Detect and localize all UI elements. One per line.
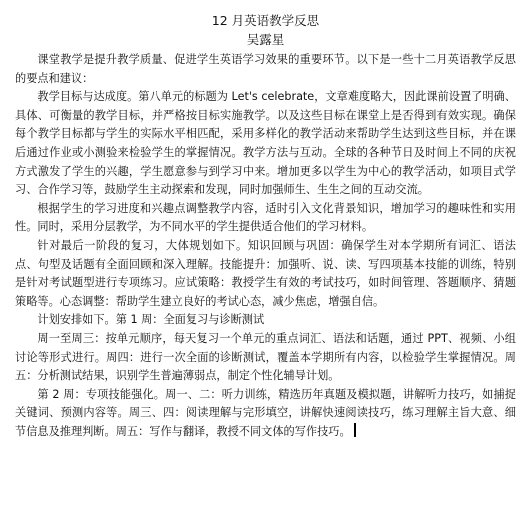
document-author: 吴露星	[246, 32, 285, 47]
paragraph-week2-container	[15, 386, 516, 442]
paragraph-content-adjustment: 根据学生的学习进度和兴趣点调整教学内容，适时引入文化背景知识，增加学习的趣味性和实用性。同时，采用分层教学，为不同水平的学生提供适合他们的学习材料。	[15, 201, 516, 234]
paragraph-week1-heading: 计划安排如下。第 1 周：全面复习与诊断测试	[37, 313, 265, 327]
paragraph-review-plan: 针对最后一阶段的复习，大体规划如下。知识回顾与巩固：确保学生对本学期所有词汇、语法点、句型及话题有全面回顾和深入理解。技能提升：加强听、说、读、写四项基本技能的训练，特别是针对考试题型进行专项练习。应试策略：教授学生有效的考试技巧，如时间管理、答题顺序、猜题策略等。心态调整：帮助学生建立良好的考试心态，减少焦虑，增强自信。	[15, 238, 516, 308]
text-cursor	[354, 423, 356, 437]
document-title: 12 月英语教学反思	[211, 13, 320, 28]
paragraph-week2-schedule: 第 2 周：专项技能强化。周一、二：听力训练，精选历年真题及模拟题，讲解听力技巧，如捕捉关键词、预测内容等。周三、四：阅读理解与完形填空，讲解快速阅读技巧，练习理解主旨大意、细节信息及推理判断。周五：写作与翻译，教授不同文体的写作技巧。	[15, 387, 516, 438]
paragraph-week1-schedule: 周一至周三：按单元顺序，每天复习一个单元的重点词汇、语法和话题，通过 PPT、视频、小组讨论等形式进行。周四：进行一次全面的诊断测试，覆盖本学期所有内容，以检验学生掌握情况。周五：分析测试结果，识别学生普遍薄弱点，制定个性化辅导计划。	[15, 331, 516, 383]
paragraph-teaching-goals: 教学目标与达成度。第八单元的标题为 Let's celebrate，文章难度略大，因此课前设置了明确、具体、可衡量的教学目标，并严格按目标实施教学。以及这些目标在课堂上是否得到有效实现。确保每个教学目标都与学生的实际水平相匹配，采用多样化的教学活动来帮助学生达到这些目标，并在课后通过作业或小测验来检验学生的掌握情况。教学方法与互动。全球的各种节日及时间上不同的庆祝方式激发了学生的兴趣，学生愿意参与到学习中来。增加更多以学生为中心的教学活动，如项目式学习、合作学习等，鼓励学生主动探索和发现，同时加强师生、生生之间的互动交流。	[15, 90, 516, 197]
paragraph-intro: 课堂教学是提升教学质量、促进学生英语学习效果的重要环节。以下是一些十二月英语教学反思的要点和建议：	[15, 53, 516, 85]
